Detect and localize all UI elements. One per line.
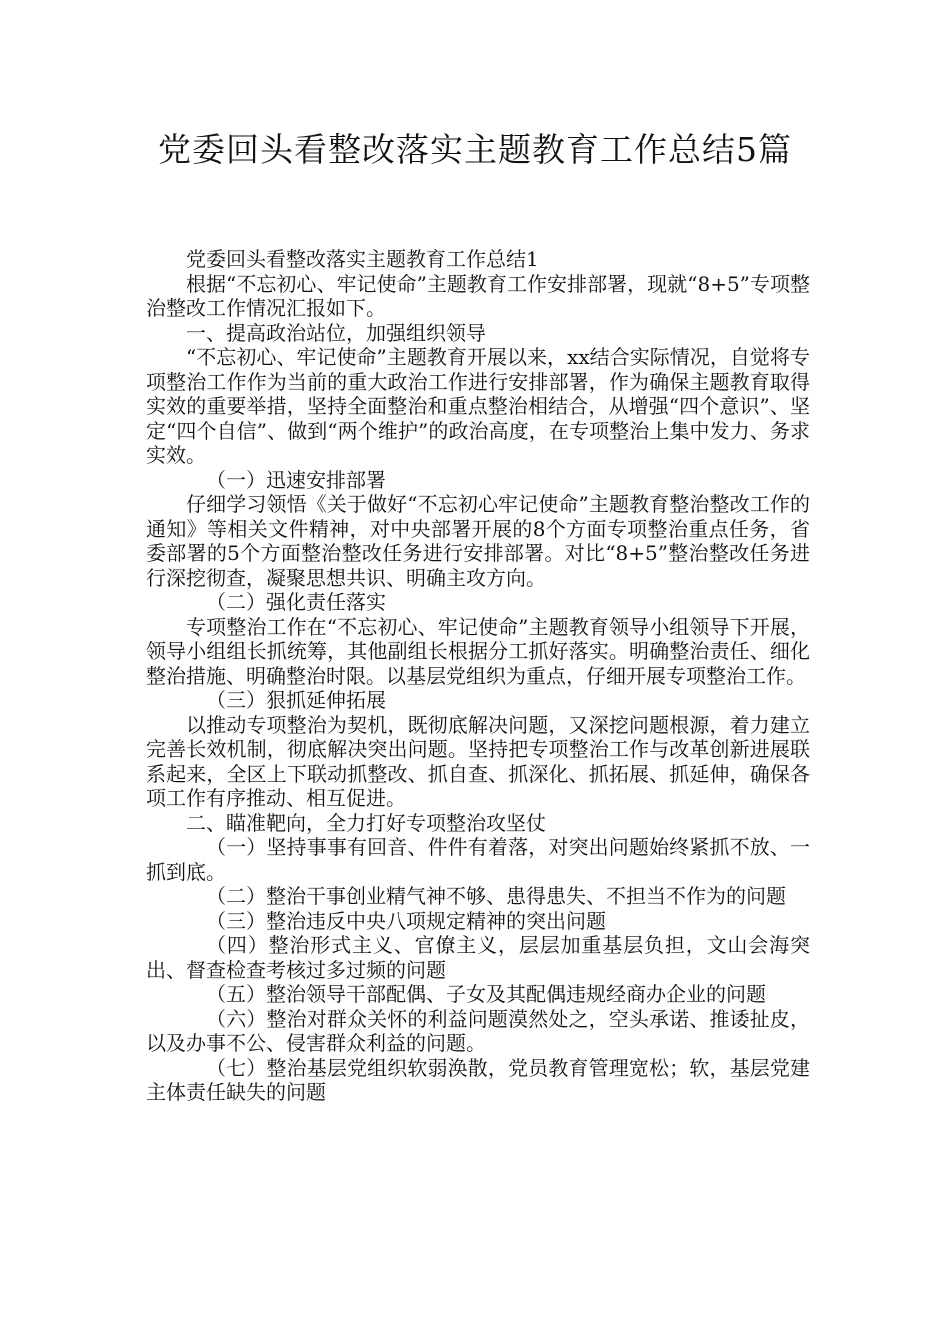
paragraph: （七）整治基层党组织软弱涣散，党员教育管理宽松；软，基层党建主体责任缺失的问题 — [146, 1055, 810, 1104]
paragraph: 专项整治工作在“不忘初心、牢记使命”主题教育领导小组领导下开展，领导小组组长抓统筹，其他副组长根据分工抓好落实。明确整治责任、细化整治措施、明确整治时限。以基层党组织为重点，仔细开展专项整治工作。 — [146, 614, 810, 688]
paragraph: （二）强化责任落实 — [206, 590, 386, 614]
paragraph: 党委回头看整改落实主题教育工作总结1 — [186, 247, 539, 271]
paragraph: 仔细学习领悟《关于做好“不忘初心牢记使命”主题教育整治整改工作的通知》等相关文件精神，对中央部署开展的8个方面专项整治重点任务，省委部署的5个方面整治整改任务进行安排部署。对比“8+5”整治整改任务进行深挖彻查，凝聚思想共识、明确主攻方向。 — [146, 492, 810, 590]
paragraph: （五）整治领导干部配偶、子女及其配偶违规经商办企业的问题 — [206, 982, 766, 1006]
document-body — [146, 247, 810, 1105]
paragraph: 以推动专项整治为契机，既彻底解决问题，又深挖问题根源，着力建立完善长效机制，彻底解决突出问题。坚持把专项整治工作与改革创新进展联系起来，全区上下联动抓整改、抓自查、抓深化、抓拓展、抓延伸，确保各项工作有序推动、相互促进。 — [146, 712, 810, 810]
document-title: 党委回头看整改落实主题教育工作总结5篇 — [158, 130, 792, 169]
paragraph: “不忘初心、牢记使命”主题教育开展以来，xx结合实际情况，自觉将专项整治工作作为当前的重大政治工作进行安排部署，作为确保主题教育取得实效的重要举措，坚持全面整治和重点整治相结合，从增强“四个意识”、坚定“四个自信”、做到“两个维护”的政治高度，在专项整治上集中发力、务求实效。 — [146, 345, 810, 467]
paragraph: 二、瞄准靶向，全力打好专项整治攻坚仗 — [186, 810, 546, 835]
paragraph: 一、提高政治站位，加强组织领导 — [186, 320, 486, 345]
paragraph: （二）整治干事创业精气神不够、患得患失、不担当不作为的问题 — [206, 884, 786, 908]
paragraph: （三）狠抓延伸拓展 — [206, 688, 386, 712]
paragraph: （四）整治形式主义、官僚主义，层层加重基层负担，文山会海突出、督查检查考核过多过频的问题 — [146, 933, 810, 982]
paragraph: （三）整治违反中央八项规定精神的突出问题 — [206, 908, 606, 933]
paragraph: （六）整治对群众关怀的利益问题漠然处之，空头承诺、推诿扯皮，以及办事不公、侵害群众利益的问题。 — [146, 1006, 810, 1055]
paragraph: 根据“不忘初心、牢记使命”主题教育工作安排部署，现就“8+5”专项整治整改工作情况汇报如下。 — [146, 271, 810, 320]
paragraph: （一）坚持事事有回音、件件有着落，对突出问题始终紧抓不放、一抓到底。 — [146, 835, 810, 884]
paragraph: （一）迅速安排部署 — [206, 467, 386, 492]
